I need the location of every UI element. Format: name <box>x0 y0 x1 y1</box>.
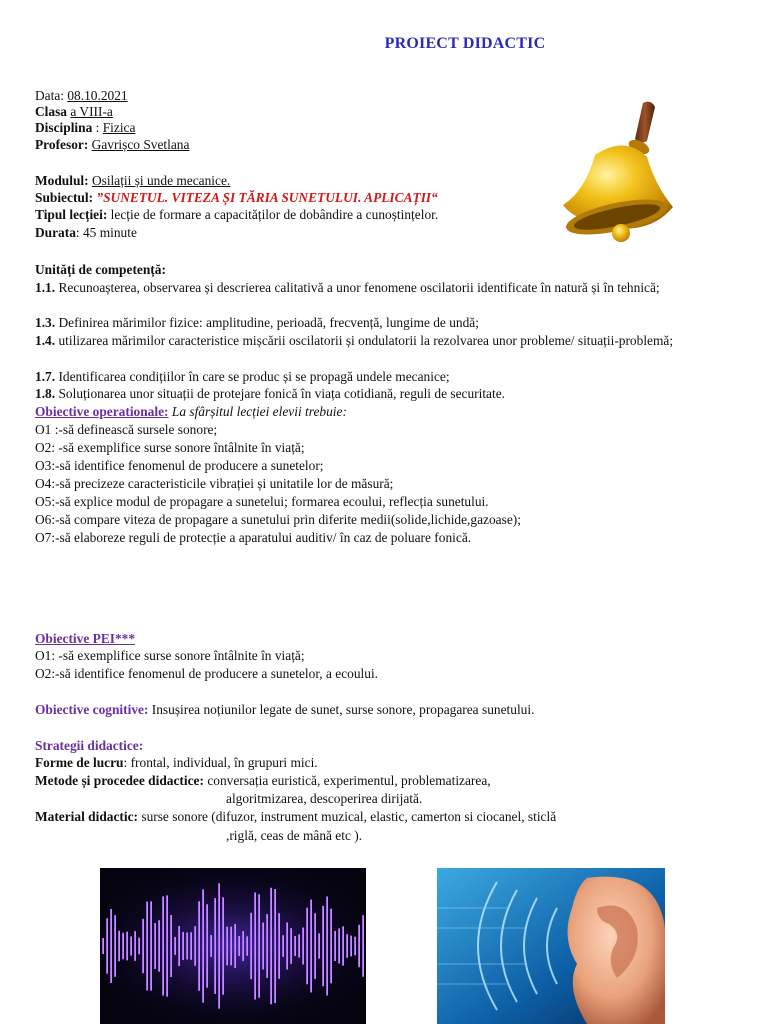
sound-wave-bar <box>174 937 176 955</box>
competence-text: Definirea mărimilor fizice: amplitudine, perioadă, frecvență, lungime de undă; <box>58 315 479 330</box>
competence-text: Recunoașterea, observarea și descrierea calitativă a unor fenomene oscilatorii identificate în natură și în tehnică; <box>58 280 660 295</box>
ear-icon <box>437 868 665 1024</box>
material-label: Material didactic: <box>35 809 138 824</box>
competence-item <box>35 386 505 402</box>
sound-wave-bar <box>234 924 236 968</box>
competence-number: 1.3. <box>35 315 56 330</box>
sound-wave-bar <box>202 889 204 1002</box>
material-value-2: ,riglă, ceas de mână etc ). <box>226 828 363 843</box>
sound-wave-bar <box>246 936 248 955</box>
competence-number: 1.1. <box>35 280 56 295</box>
sound-wave-bar <box>106 918 108 973</box>
discipline-separator: : <box>92 120 103 135</box>
sound-wave-bar <box>334 931 336 961</box>
sound-wave-bar <box>182 932 184 960</box>
sound-wave-bar <box>238 936 240 956</box>
work-forms-label: Forme de lucru <box>35 755 124 770</box>
competence-item <box>35 332 715 349</box>
discipline-label: Disciplina <box>35 120 93 135</box>
objective-item: O7:-să elaboreze reguli de protecție a aparatului auditiv/ în caz de poluare fonică. <box>35 530 472 545</box>
pei-objective-item: O2:-să identifice fenomenul de producere a sunetelor, a ecoului. <box>35 666 379 681</box>
sound-wave-bar <box>286 922 288 969</box>
class-value: a VIII-a <box>70 104 113 119</box>
sound-wave-bar <box>226 927 228 966</box>
lesson-type-row <box>35 207 438 223</box>
sound-wave-bar <box>254 892 256 999</box>
module-value: Osilații și unde mecanice. <box>91 173 231 188</box>
material-value-1: surse sonore (difuzor, instrument muzical, elastic, camerton si ciocanel, sticlă <box>141 809 557 824</box>
date-label: Data: <box>35 88 64 103</box>
pei-objective-item: O1: -să exemplifice surse sonore întâlnite în viață; <box>35 648 305 663</box>
sound-wave-bar <box>154 923 156 969</box>
sound-wave-bar <box>166 895 168 996</box>
objective-item: O3:-să identifice fenomenul de producere a sunetelor; <box>35 458 324 473</box>
sound-wave-bar <box>178 926 180 966</box>
competence-text: Identificarea condițiilor în care se produc și se propagă undele mecanice; <box>58 369 450 384</box>
sound-wave-bar <box>142 919 144 973</box>
sound-wave-bar <box>302 928 304 965</box>
sound-wave-bar <box>126 932 128 961</box>
sound-wave-bar <box>262 923 264 970</box>
competence-number: 1.7. <box>35 369 56 384</box>
module-row <box>35 173 230 189</box>
sound-wave-bar <box>270 888 272 1005</box>
sound-wave-bar <box>274 889 276 1003</box>
cognitive-objectives-label: Obiective cognitive: <box>35 702 149 717</box>
competences-heading: Unități de competență: <box>35 262 166 277</box>
sound-wave-bar <box>114 915 116 977</box>
ear-image <box>437 868 665 1024</box>
bell-icon <box>555 95 680 255</box>
operational-objectives-row <box>35 404 347 420</box>
methods-value-2: algoritmizarea, descoperirea dirijată. <box>226 791 423 806</box>
objective-item: O1 :-să definească sursele sonore; <box>35 422 218 437</box>
sound-wave-bar <box>266 914 268 978</box>
sound-wave-bar <box>102 938 104 954</box>
duration-label: Durata <box>35 225 76 240</box>
competence-item <box>35 315 479 331</box>
sound-wave-bar <box>342 926 344 965</box>
sound-wave-bar <box>222 897 224 994</box>
sound-wave-bar <box>362 915 364 977</box>
sound-wave-bar <box>294 936 296 956</box>
work-forms-value: : frontal, individual, în grupuri mici. <box>123 755 318 770</box>
work-forms-row <box>35 755 318 771</box>
sound-wave-bar <box>158 920 160 971</box>
competence-item <box>35 369 450 385</box>
strategies-heading: Strategii didactice: <box>35 738 144 753</box>
duration-value: : 45 minute <box>75 225 137 240</box>
sound-wave-icon <box>100 868 366 1024</box>
sound-wave-bar <box>230 927 232 966</box>
class-row <box>35 104 113 120</box>
sound-wave-bar <box>190 932 192 960</box>
sound-wave-bar <box>118 931 120 961</box>
sound-wave-bar <box>278 913 280 979</box>
sound-wave-bar <box>350 936 352 957</box>
objective-item: O5:-să explice modul de propagare a sunetelui; formarea ecoului, reflecția sunetului. <box>35 494 489 509</box>
methods-value-1: conversația euristică, experimentul, problematizarea, <box>207 773 491 788</box>
sound-wave-bar <box>206 904 208 987</box>
sound-wave-bar <box>130 936 132 955</box>
page-title: PROIECT DIDACTIC <box>384 35 546 52</box>
sound-wave-bar <box>198 901 200 990</box>
competence-number: 1.8. <box>35 386 56 401</box>
sound-wave-bar <box>110 909 112 983</box>
material-row <box>35 809 556 825</box>
discipline-value: Fizica <box>102 120 136 135</box>
sound-wave-bar <box>326 896 328 995</box>
subject-label: Subiectul: <box>35 190 94 205</box>
teacher-label: Profesor: <box>35 137 89 152</box>
discipline-row <box>35 120 135 136</box>
objective-item: O2: -să exemplifice surse sonore întâlnite în viață; <box>35 440 305 455</box>
sound-wave-bar <box>310 900 312 993</box>
sound-wave-bar <box>358 925 360 967</box>
module-label: Modulul: <box>35 173 89 188</box>
class-label: Clasa <box>35 104 67 119</box>
lesson-type-value: lecție de formare a capacităților de dobândire a cunoștințelor. <box>110 207 439 222</box>
date-row <box>35 88 128 104</box>
sound-wave-bar <box>290 928 292 964</box>
sound-wave-bar <box>354 937 356 956</box>
teacher-row <box>35 137 189 153</box>
sound-wave-bar <box>194 926 196 966</box>
sound-wave-bar <box>330 909 332 984</box>
sound-wave-bar <box>250 913 252 979</box>
sound-wave-bar <box>218 883 220 1008</box>
date-value: 08.10.2021 <box>67 88 128 103</box>
operational-objectives-intro: La sfârșitul lecției elevii trebuie: <box>171 404 347 419</box>
sound-wave-bar <box>210 935 212 957</box>
methods-label: Metode și procedee didactice: <box>35 773 204 788</box>
sound-wave-bar <box>150 901 152 990</box>
teacher-value: Gavrișco Svetlana <box>91 137 190 152</box>
operational-objectives-heading: Obiective operationale: <box>35 404 169 419</box>
sound-wave-bar <box>338 929 340 964</box>
sound-wave-image <box>100 868 366 1024</box>
subject-row <box>35 190 438 206</box>
duration-row <box>35 225 137 241</box>
sound-wave-bar <box>162 896 164 995</box>
competence-number: 1.4. <box>35 333 56 348</box>
sound-wave-bar <box>122 933 124 960</box>
sound-wave-bar <box>282 935 284 957</box>
sound-wave-bar <box>242 931 244 961</box>
subject-value: ”SUNETUL. VITEZA ȘI TĂRIA SUNETULUI. APLICAȚII“ <box>96 190 438 205</box>
competence-item <box>35 279 715 296</box>
cognitive-objectives-row <box>35 702 534 718</box>
sound-wave-bar <box>170 915 172 977</box>
sound-wave-bar <box>138 938 140 955</box>
sound-wave-bar <box>322 906 324 986</box>
sound-wave-bar <box>214 898 216 994</box>
sound-wave-bar <box>258 894 260 997</box>
sound-wave-bar <box>186 933 188 960</box>
sound-wave-bar <box>146 902 148 991</box>
methods-row <box>35 773 491 789</box>
sound-wave-bar <box>314 913 316 979</box>
competence-text: Soluționarea unor situații de protejare fonică în viața cotidiană, reguli de securitate. <box>58 386 506 401</box>
bell-image <box>555 95 680 255</box>
lesson-type-label: Tipul lecției: <box>35 207 108 222</box>
objective-item: O6:-să compare viteza de propagare a sunetului prin diferite medii(solide,lichide,gazoase); <box>35 512 521 527</box>
objective-item: O4:-să precizeze caracteristicile vibrației și unitatile lor de măsură; <box>35 476 394 491</box>
sound-wave-bar <box>346 934 348 958</box>
competence-text: utilizarea mărimilor caracteristice mișcării oscilatorii și ondulatorii la rezolvarea unor probleme/ situații-problemă; <box>58 333 674 348</box>
sound-wave-bar <box>134 931 136 961</box>
pei-objectives-heading: Obiective PEI*** <box>35 631 136 646</box>
cognitive-objectives-text: Insușirea noțiunilor legate de sunet, surse sonore, propagarea sunetului. <box>151 702 535 717</box>
sound-wave-bar <box>298 934 300 957</box>
sound-wave-bar <box>306 908 308 985</box>
sound-wave-bar <box>318 933 320 958</box>
